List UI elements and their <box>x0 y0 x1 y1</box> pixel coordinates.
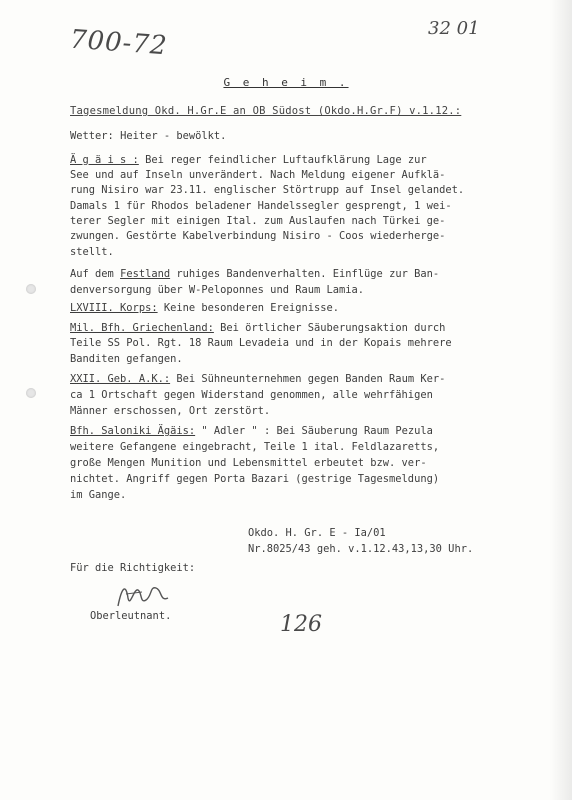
weather-line <box>70 130 226 142</box>
korps22-line-2: ca 1 Ortschaft gegen Widerstand genommen, alle wehrfähigen <box>70 389 433 401</box>
korps22-line-1 <box>70 373 445 385</box>
aegaeis-line-5: terer Segler mit einigen Ital. zum Auslaufen nach Türkei ge- <box>70 215 446 227</box>
festland-text: ruhiges Bandenverhalten. Einflüge zur Ban- <box>176 268 440 280</box>
festland-label: Festland <box>120 268 171 280</box>
korps68-text: Keine besonderen Ereignisse. <box>163 302 340 314</box>
handwritten-page-number: 32 01 <box>428 18 480 39</box>
sender-unit: Okdo. H. Gr. E - Ia/01 <box>248 527 386 539</box>
griechenland-line-3: Banditen gefangen. <box>70 353 183 365</box>
handwritten-archive-ref: 700-72 <box>69 24 169 62</box>
aegaeis-line-2: See und auf Inseln unverändert. Nach Meldung eigener Aufklä- <box>70 169 446 181</box>
griechenland-line-2: Teile SS Pol. Rgt. 18 Raum Levadeia und in der Kopais mehrere <box>70 337 452 349</box>
festland-line-1 <box>70 268 439 280</box>
handwritten-signature <box>112 580 172 614</box>
festland-prefix: Auf dem <box>70 268 114 280</box>
festland-line-2: denversorgung über W-Peloponnes und Raum Lamia. <box>70 284 365 296</box>
saloniki-label: Bfh. Saloniki Ägäis: <box>70 425 196 437</box>
page-edge-shadow <box>550 0 572 800</box>
aegaeis-line-7: stellt. <box>70 246 114 258</box>
weather-text: Heiter - bewölkt. <box>120 130 227 142</box>
saloniki-line-3: große Mengen Munition und Lebensmittel erbeutet bzw. ver- <box>70 457 427 469</box>
saloniki-line-1 <box>70 425 433 437</box>
weather-label: Wetter: <box>70 130 114 142</box>
aegaeis-line-3: rung Nisiro war 23.11. englischer Störtrupp auf Insel gelandet. <box>70 184 465 196</box>
punch-hole-bottom <box>26 388 36 398</box>
aegaeis-text: Bei reger feindlicher Luftaufklärung Lage zur <box>145 154 427 166</box>
aegaeis-line-1 <box>70 154 427 166</box>
aegaeis-line-4: Damals 1 für Rhodos beladener Handelssegler gesprengt, 1 wei- <box>70 200 452 212</box>
griechenland-text: Bei örtlicher Säuberungsaktion durch <box>220 322 446 334</box>
aegaeis-line-6: zwungen. Gestörte Kabelverbindung Nisiro - Coos wiederherge- <box>70 230 446 242</box>
aegaeis-label: Ä g ä i s : <box>70 154 139 166</box>
certification-label: Für die Richtigkeit: <box>70 562 196 574</box>
sender-reference: Nr.8025/43 geh. v.1.12.43,13,30 Uhr. <box>248 543 474 555</box>
saloniki-line-4: nichtet. Angriff gegen Porta Bazari (gestrige Tagesmeldung) <box>70 473 440 485</box>
report-subject: Tagesmeldung Okd. H.Gr.E an OB Südost (Okdo.H.Gr.F) v.1.12.: <box>70 105 462 117</box>
korps22-line-3: Männer erschossen, Ort zerstört. <box>70 405 271 417</box>
saloniki-line-5: im Gange. <box>70 489 127 501</box>
signatory-rank: Oberleutnant. <box>90 610 172 622</box>
saloniki-line-2: weitere Gefangene eingebracht, Teile 1 ital. Feldlazaretts, <box>70 441 440 453</box>
griechenland-label: Mil. Bfh. Griechenland: <box>70 322 214 334</box>
saloniki-text: " Adler " : Bei Säuberung Raum Pezula <box>201 425 433 437</box>
punch-hole-top <box>26 284 36 294</box>
classification-heading: G e h e i m . <box>223 76 349 89</box>
griechenland-line-1 <box>70 322 445 334</box>
korps22-text: Bei Sühneunternehmen gegen Banden Raum Ker- <box>176 373 446 385</box>
korps22-label: XXII. Geb. A.K.: <box>70 373 171 385</box>
korps68-line <box>70 302 339 314</box>
korps68-label: LXVIII. Korps: <box>70 302 158 314</box>
handwritten-folio-number: 126 <box>280 612 322 637</box>
